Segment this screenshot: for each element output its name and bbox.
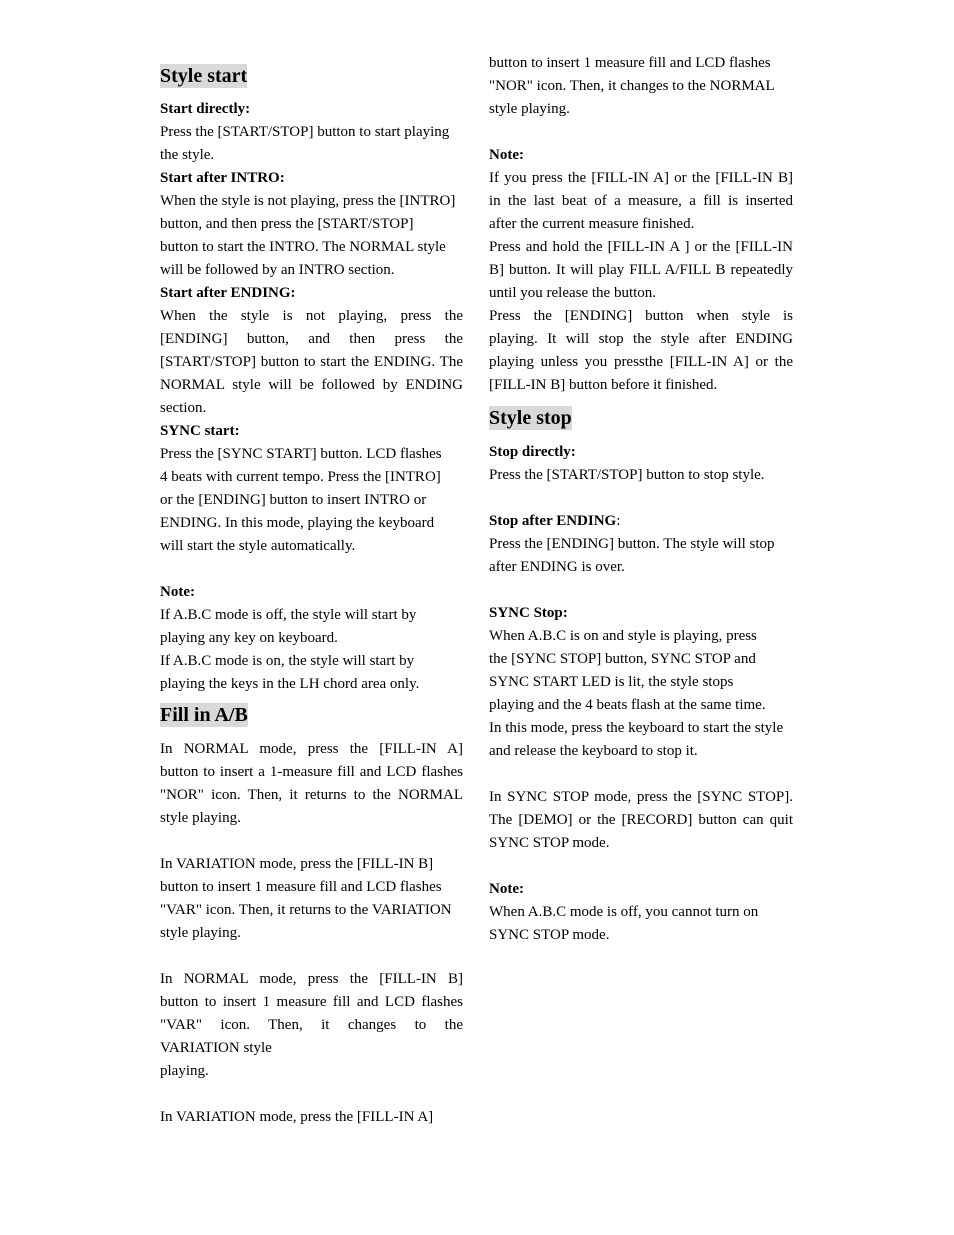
text-line: button to start the INTRO. The NORMAL style	[160, 239, 446, 255]
text-line: Press the [START/STOP] button to start playing	[160, 124, 450, 140]
text-line: If you press the [FILL-IN A] or the [FILL-IN B]	[489, 170, 793, 186]
start-after-intro-label: Start after INTRO:	[160, 170, 285, 186]
fill-heading-wrap	[160, 703, 463, 727]
blank-line	[489, 763, 793, 786]
text-line: the [SYNC STOP] button, SYNC STOP and	[489, 651, 756, 667]
stop-after-ending-label: Stop after ENDING	[489, 513, 617, 529]
text-line: When A.B.C is on and style is playing, press	[489, 628, 757, 644]
text-line: In SYNC STOP mode, press the [SYNC STOP].	[489, 789, 793, 805]
text-line: playing. It will stop the style after ENDING	[489, 331, 793, 347]
text-line: button to insert a 1-measure fill and LCD flashes	[160, 764, 463, 780]
note-label: Note:	[160, 584, 195, 600]
text-line: button to insert 1 measure fill and LCD flashes	[160, 994, 463, 1010]
start-directly-section	[160, 98, 463, 696]
text-line: and release the keyboard to stop it.	[489, 743, 698, 759]
fill-note-label: Note:	[489, 147, 524, 163]
text-line: after ENDING is over.	[489, 559, 625, 575]
text-line: SYNC START LED is lit, the style stops	[489, 674, 734, 690]
text-line: In VARIATION mode, press the [FILL-IN B]	[160, 856, 434, 872]
start-after-ending-label: Start after ENDING:	[160, 285, 296, 301]
fill-section	[160, 738, 463, 1129]
style-stop-heading: Style stop	[489, 407, 572, 429]
stop-note-label: Note:	[489, 881, 524, 897]
stop-directly-label: Stop directly:	[489, 444, 576, 460]
text-line: In NORMAL mode, press the [FILL-IN A]	[160, 741, 463, 757]
text-line: ENDING. In this mode, playing the keyboard	[160, 515, 435, 531]
text-line: [FILL-IN B] button before it finished.	[489, 377, 718, 393]
text-line: Press the [START/STOP] button to stop style.	[489, 467, 765, 483]
text-line: playing.	[160, 1063, 209, 1079]
start-directly-label: Start directly:	[160, 101, 251, 117]
text-line: button, and then press the [START/STOP]	[160, 216, 414, 232]
blank-line	[160, 558, 463, 581]
text-line: will start the style automatically.	[160, 538, 356, 554]
fill-continued-section	[489, 52, 793, 397]
text-line: the style.	[160, 147, 215, 163]
blank-line	[489, 855, 793, 878]
text-line: B] button. It will play FILL A/FILL B repeatedly	[489, 262, 793, 278]
text-line: In NORMAL mode, press the [FILL-IN B]	[160, 971, 463, 987]
text-line: style playing.	[160, 810, 241, 826]
text-line: SYNC STOP mode.	[489, 835, 610, 851]
text-line: after the current measure finished.	[489, 216, 695, 232]
text-line: until you release the button.	[489, 285, 657, 301]
text-line: playing and the 4 beats flash at the same time.	[489, 697, 766, 713]
text-line: "NOR" icon. Then, it returns to the NORMAL	[160, 787, 463, 803]
blank-line	[489, 579, 793, 602]
text-line: Press the [ENDING] button. The style will stop	[489, 536, 775, 552]
text-line: VARIATION style	[160, 1040, 272, 1056]
text-line: When A.B.C mode is off, you cannot turn on	[489, 904, 759, 920]
text-line: playing the keys in the LH chord area only.	[160, 676, 420, 692]
text-line: style playing.	[160, 925, 241, 941]
text-line: If A.B.C mode is off, the style will start by	[160, 607, 417, 623]
text-line: will be followed by an INTRO section.	[160, 262, 395, 278]
style-start-heading: Style start	[160, 65, 248, 87]
text-line: "VAR" icon. Then, it returns to the VARIATION	[160, 902, 452, 918]
text-line: Press and hold the [FILL-IN A ] or the [FILL-IN	[489, 239, 793, 255]
stop-after-ending-label-line	[489, 510, 793, 533]
text-line: In VARIATION mode, press the [FILL-IN A]	[160, 1109, 434, 1125]
label-colon: :	[616, 513, 621, 529]
blank-line	[160, 1083, 463, 1106]
sync-stop-label: SYNC Stop:	[489, 605, 568, 621]
text-line: "NOR" icon. Then, it changes to the NORMAL	[489, 78, 775, 94]
blank-line	[489, 487, 793, 510]
text-line: "VAR" icon. Then, it changes to the	[160, 1017, 463, 1033]
text-line: [ENDING] button, and then press the	[160, 331, 463, 347]
text-line: The [DEMO] or the [RECORD] button can quit	[489, 812, 793, 828]
text-line: When the style is not playing, press the [INTRO]	[160, 193, 456, 209]
text-line: section.	[160, 400, 207, 416]
text-line: When the style is not playing, press the	[160, 308, 463, 324]
fill-heading: Fill in A/B	[160, 704, 248, 726]
text-line: In this mode, press the keyboard to start the style	[489, 720, 784, 736]
text-line: button to insert 1 measure fill and LCD flashes	[489, 55, 771, 71]
text-line: in the last beat of a measure, a fill is inserted	[489, 193, 793, 209]
style-stop-heading-wrap	[489, 406, 793, 430]
text-line: [START/STOP] button to start the ENDING. The	[160, 354, 463, 370]
blank-line	[489, 121, 793, 144]
text-line: 4 beats with current tempo. Press the [INTRO]	[160, 469, 441, 485]
text-line: Press the [ENDING] button when style is	[489, 308, 793, 324]
text-line: playing unless you pressthe [FILL-IN A] or the	[489, 354, 793, 370]
text-line: style playing.	[489, 101, 570, 117]
style-start-heading-wrap	[160, 64, 463, 88]
blank-line	[160, 945, 463, 968]
text-line: NORMAL style will be followed by ENDING	[160, 377, 463, 393]
text-line: If A.B.C mode is on, the style will start by	[160, 653, 415, 669]
blank-line	[160, 830, 463, 853]
text-line: Press the [SYNC START] button. LCD flashes	[160, 446, 442, 462]
text-line: SYNC STOP mode.	[489, 927, 610, 943]
text-line: or the [ENDING] button to insert INTRO or	[160, 492, 427, 508]
sync-start-label: SYNC start:	[160, 423, 240, 439]
text-line: playing any key on keyboard.	[160, 630, 338, 646]
text-line: button to insert 1 measure fill and LCD flashes	[160, 879, 442, 895]
style-stop-section	[489, 441, 793, 947]
